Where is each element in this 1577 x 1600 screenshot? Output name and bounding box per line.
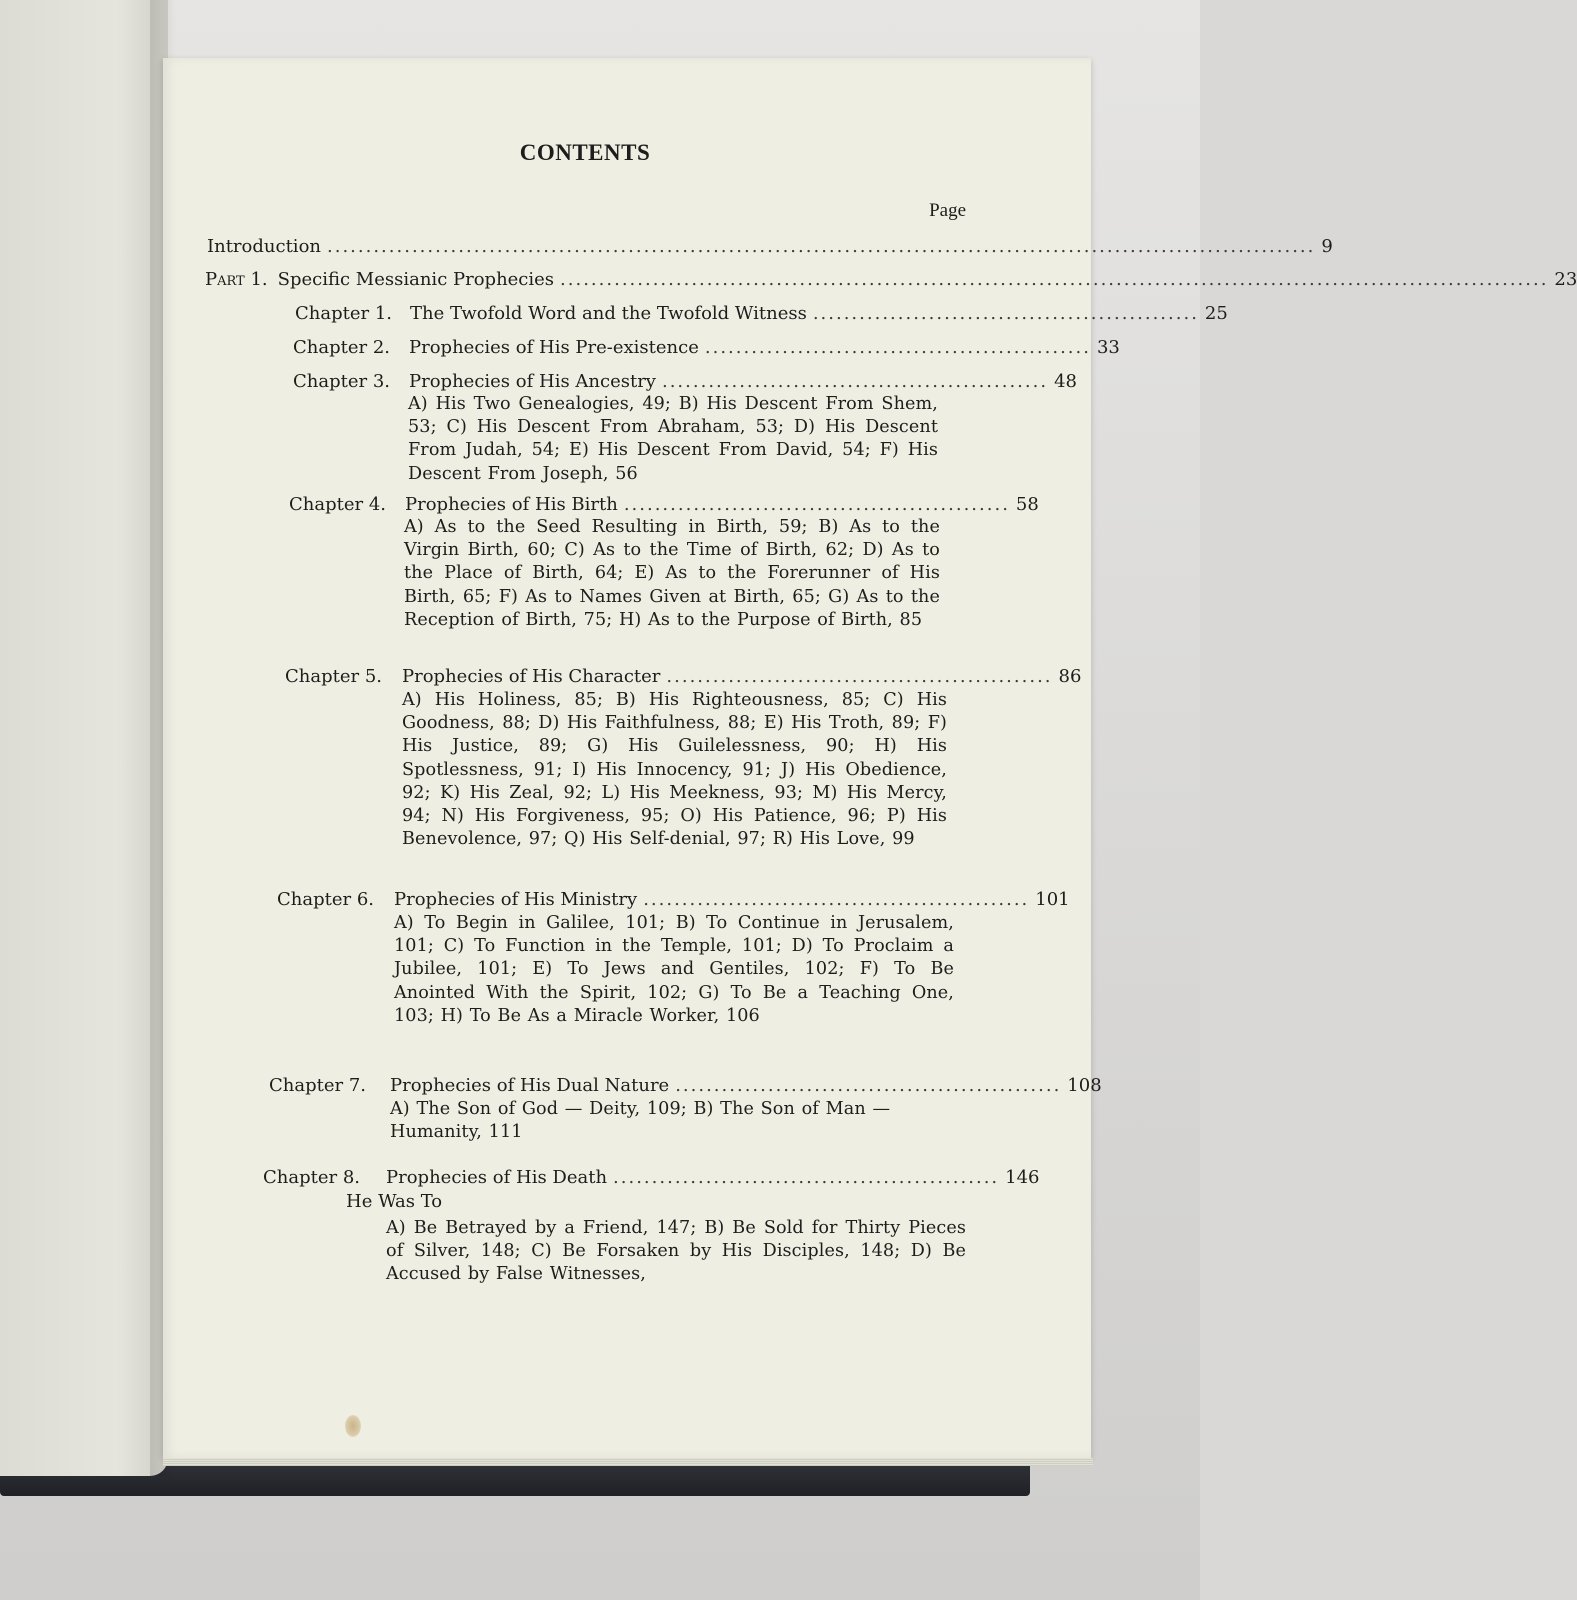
toc-entry-label: Introduction (207, 236, 321, 257)
chapter-title: The Twofold Word and the Twofold Witness (410, 303, 807, 324)
chapter-title: Prophecies of His Death (386, 1167, 608, 1188)
leader-dots: .................................................. (643, 889, 1030, 910)
chapter-subsections: A) As to the Seed Resulting in Birth, 59; B) As to the Virgin Birth, 60; C) As to the Time of Birth, 62; D) As to the Place of Birth, 64; E) As to the Forerunner of His Birth, 65; F) As to Names Given at Birth, 65; G) As to the Reception of Birth, 75; H) As to the Purpose of Birth, 85 (404, 517, 940, 630)
page-title: CONTENTS (519, 140, 651, 165)
chapter-number: Chapter 8. (262, 1167, 360, 1188)
toc-page-number: 9 (1321, 236, 1333, 257)
toc-page-number: 23 (1554, 269, 1577, 290)
chapter-number: Chapter 4. (288, 494, 386, 515)
chapter-subsections: A) The Son of God — Deity, 109; B) The Son of Man — Humanity, 111 (390, 1099, 891, 1143)
part-number: Part 1. (205, 269, 268, 290)
toc-entry-part-1 (205, 268, 1577, 291)
toc-page-number: 33 (1096, 337, 1120, 358)
toc-entry-chapter-7 (390, 1074, 1102, 1097)
toc-entry-chapter-1 (410, 302, 1228, 325)
leader-dots: .................................................. (675, 1075, 1062, 1096)
toc-entry-label: Specific Messianic Prophecies (277, 269, 555, 290)
toc-page-number: 146 (1005, 1167, 1040, 1188)
chapter-title: Prophecies of His Ancestry (409, 371, 656, 392)
chapter-subtitle (346, 1190, 546, 1213)
chapter-subsections: A) Be Betrayed by a Friend, 147; B) Be Sold for Thirty Pieces of Silver, 148; C) Be Forsaken by His Disciples, 148; D) Be Accused by False Witnesses, (386, 1218, 966, 1285)
toc-page-number: 25 (1204, 303, 1228, 324)
chapter-subsections: A) To Begin in Galilee, 101; B) To Continue in Jerusalem, 101; C) To Function in the Temple, 101; D) To Proclaim a Jubilee, 101; E) To Jews and Gentiles, 102; F) To Be Anointed With the Spirit, 102; G) To Be a Teaching One, 103; H) To Be As a Miracle Worker, 106 (394, 913, 954, 1026)
chapter-number: Chapter 1. (294, 303, 392, 324)
toc-entry-chapter-6 (394, 888, 1070, 911)
toc-entry-chapter-2 (409, 336, 1120, 359)
chapter-number: Chapter 7. (268, 1075, 366, 1096)
chapter-number: Chapter 6. (276, 889, 374, 910)
toc-entry-chapter-3 (409, 370, 1077, 393)
toc-entry-chapter-4 (405, 493, 1039, 516)
chapter-title: Prophecies of His Pre-existence (409, 337, 699, 358)
chapter-title: Prophecies of His Birth (405, 494, 618, 515)
chapter-number: Chapter 3. (292, 371, 390, 392)
subtitle-text: He Was To (346, 1191, 443, 1212)
leader-dots: .................................................. (666, 666, 1053, 687)
leader-dots: .................................................. (613, 1167, 1000, 1188)
chapter-title: Prophecies of His Dual Nature (390, 1075, 670, 1096)
toc-page-number: 86 (1058, 666, 1082, 687)
chapter-subsections: A) His Holiness, 85; B) His Righteousness, 85; C) His Goodness, 88; D) His Faithfulness, 88; E) His Troth, 89; F) His Justice, 89; G) His Guilelessness, 90; H) His Spotlessness, 91; I) His Innocency, 91; J) His Obedience, 92; K) His Zeal, 92; L) His Meekness, 93; M) His Mercy, 94; N) His Forgiveness, 95; O) His Patience, 96; P) His Benevolence, 97; Q) His Self-denial, 97; R) His Love, 99 (402, 690, 947, 850)
leader-dots: .................................................. (661, 371, 1049, 392)
page-column-header: Page (929, 200, 966, 221)
leader-dots: ................................................................................................................................ (327, 236, 1316, 257)
chapter-number: Chapter 5. (284, 666, 382, 687)
chapter-subsections: A) His Two Genealogies, 49; B) His Descent From Shem, 53; C) His Descent From Abraham, 53; D) His Descent From Judah, 54; E) His Descent From David, 54; F) His Descent From Joseph, 56 (408, 394, 938, 484)
chapter-title: Prophecies of His Ministry (394, 889, 638, 910)
toc-page-number: 108 (1067, 1075, 1102, 1096)
toc-entry-introduction (207, 235, 1333, 258)
toc-page-number: 101 (1035, 889, 1070, 910)
leader-dots: .................................................. (812, 303, 1199, 324)
chapter-title: Prophecies of His Character (402, 666, 661, 687)
leader-dots: .................................................. (704, 337, 1091, 358)
toc-entry-chapter-5 (402, 665, 1082, 688)
chapter-number: Chapter 2. (292, 337, 390, 358)
leader-dots: .................................................. (623, 494, 1010, 515)
toc-page-number: 48 (1054, 371, 1077, 392)
toc-entry-chapter-8 (386, 1166, 1040, 1189)
leader-dots: ................................................................................................................................ (560, 269, 1549, 290)
toc-page-number: 58 (1015, 494, 1039, 515)
